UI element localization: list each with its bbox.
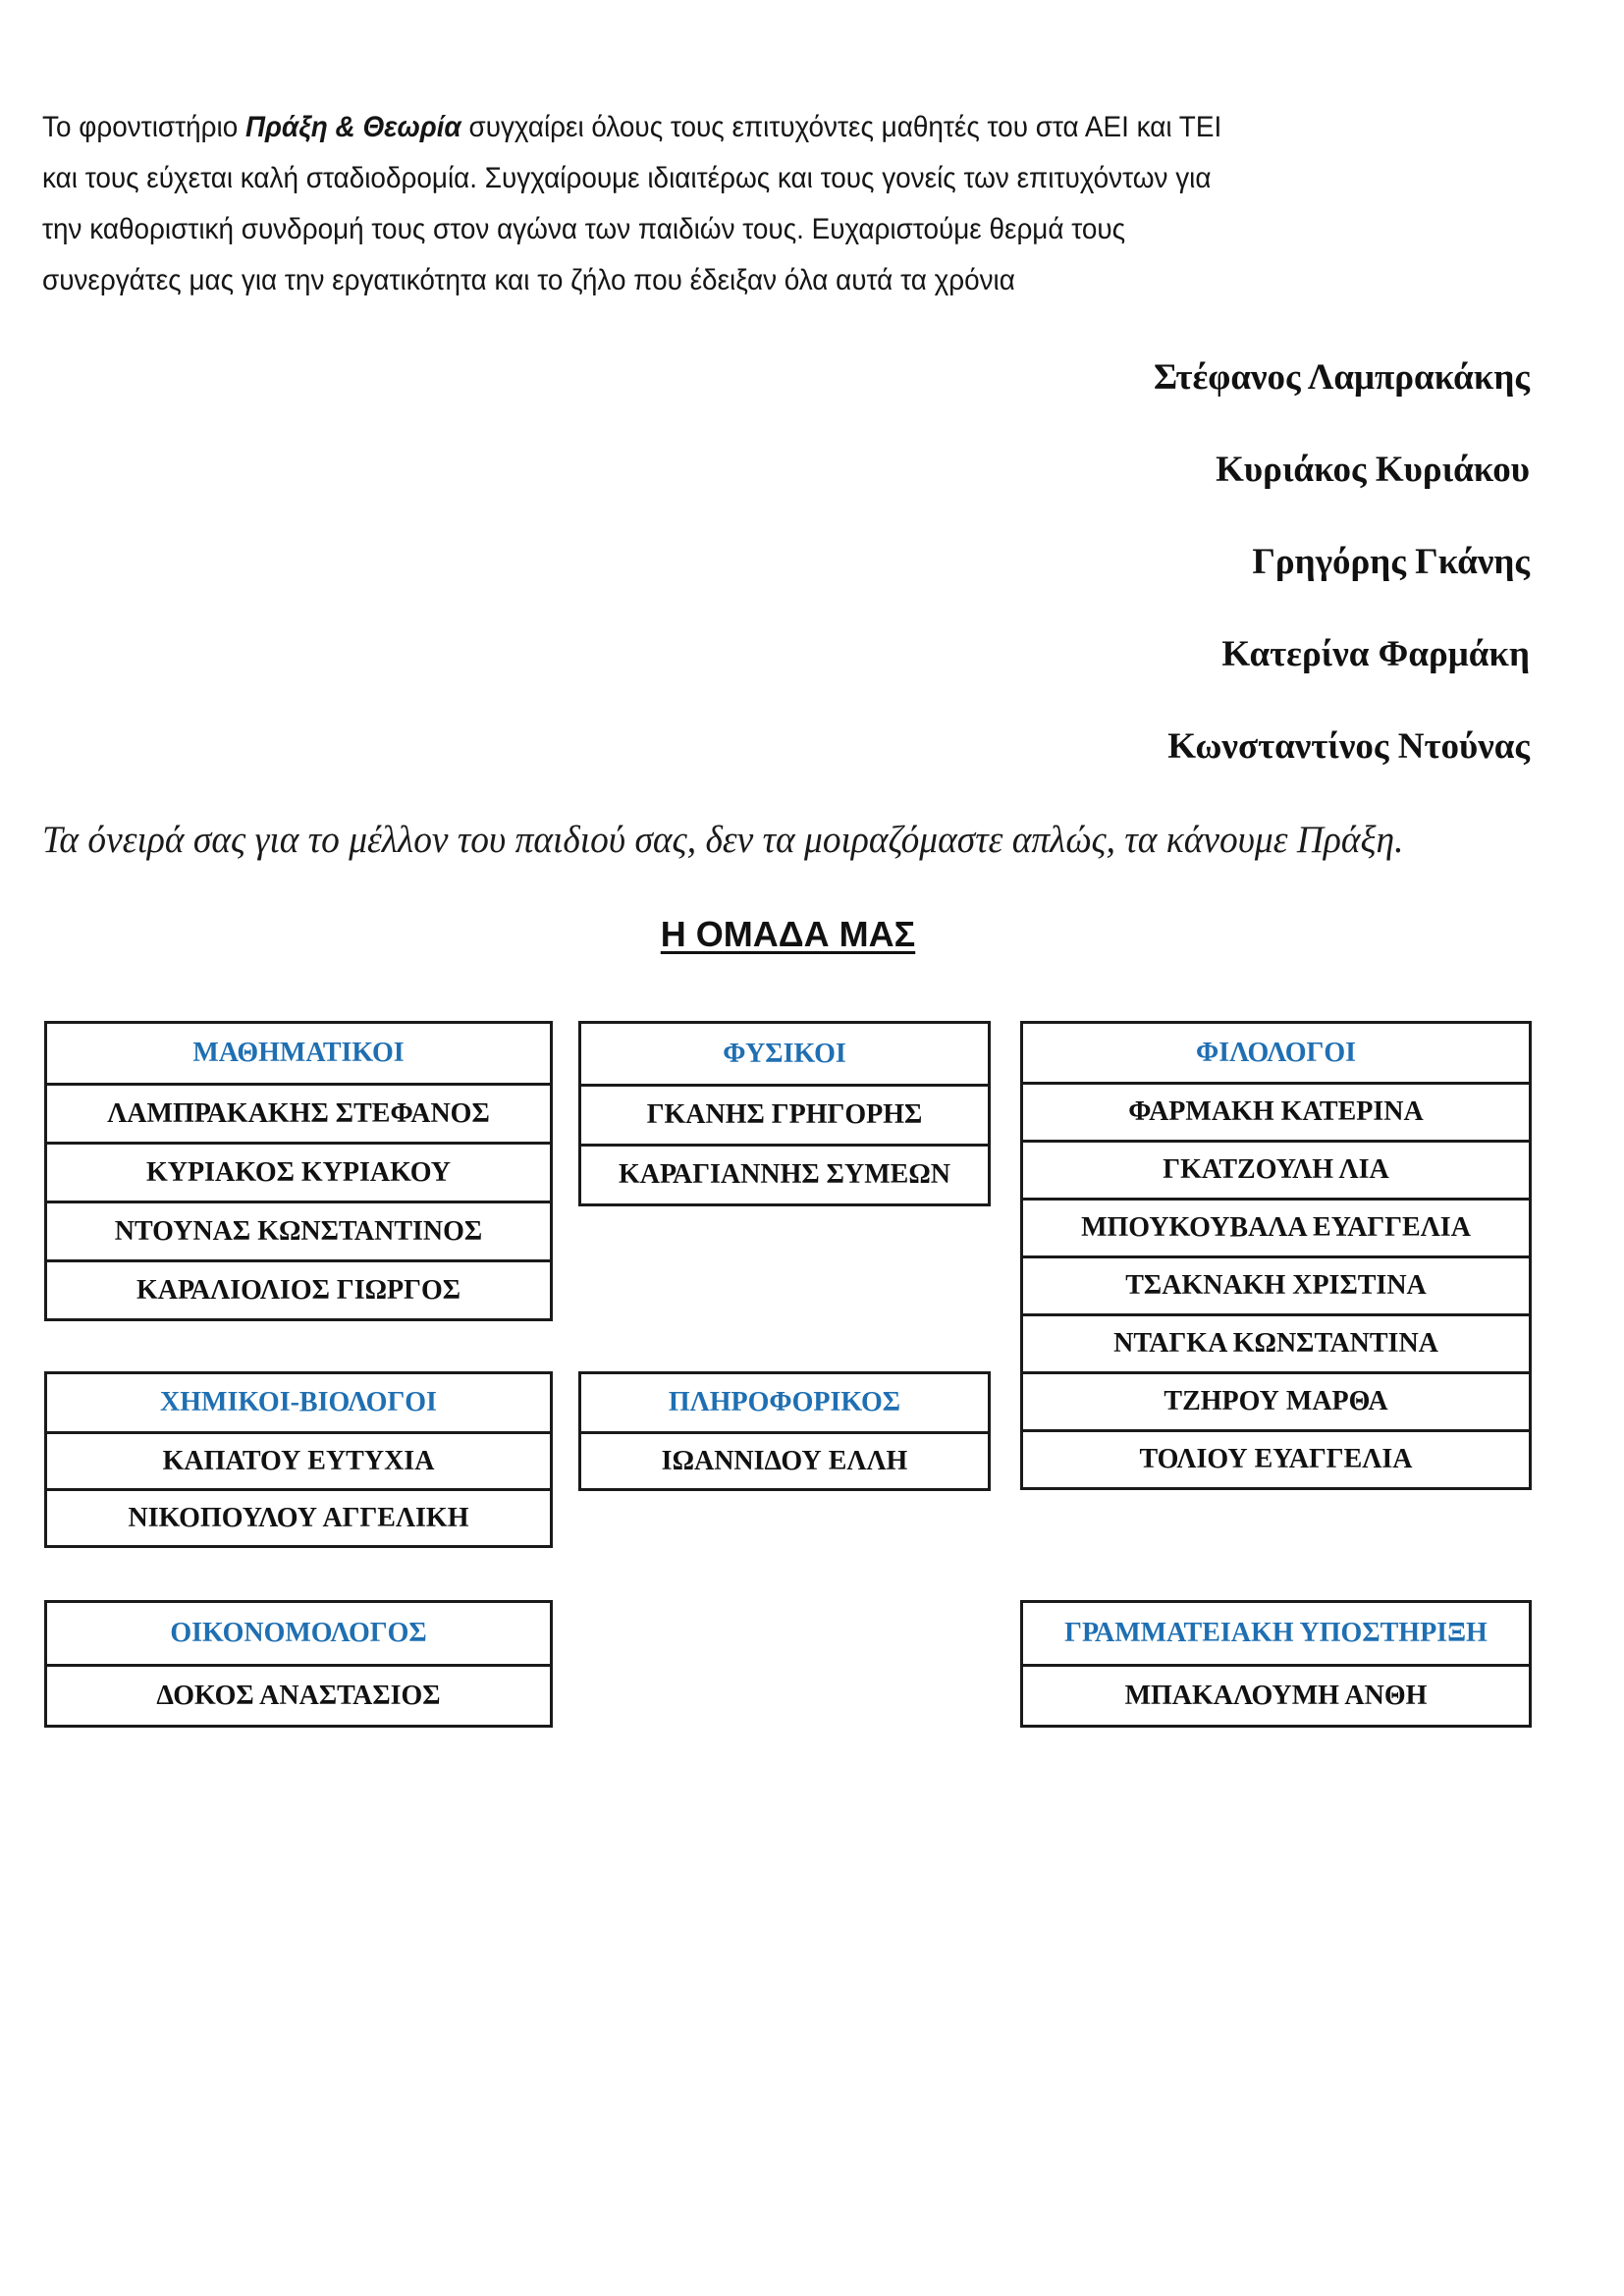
team-table-physics	[578, 1021, 991, 1206]
table-row: ΝΤΟΥΝΑΣ ΚΩΝΣΤΑΝΤΙΝΟΣ	[47, 1201, 550, 1259]
table-row: ΙΩΑΝΝΙΔΟΥ ΕΛΛΗ	[581, 1431, 988, 1488]
intro-line: την καθοριστική συνδρομή τους στον αγώνα των παιδιών τους. Ευχαριστούμε θερμά τους	[42, 213, 1126, 245]
table-row: ΓΚΑΝΗΣ ΓΡΗΓΟΡΗΣ	[581, 1084, 988, 1144]
signature-name: Κατερίνα Φαρμάκη	[1221, 634, 1530, 674]
table-header: ΟΙΚΟΝΟΜΟΛΟΓΟΣ	[170, 1618, 427, 1648]
table-row: ΜΠΟΥΚΟΥΒΑΛΑ ΕΥΑΓΓΕΛΙΑ	[1023, 1198, 1529, 1255]
table-header: ΦΙΛΟΛΟΓΟΙ	[1196, 1037, 1356, 1068]
intro-text: Το φροντιστήριο	[42, 111, 245, 143]
table-row: ΤΣΑΚΝΑΚΗ ΧΡΙΣΤΙΝΑ	[1023, 1255, 1529, 1313]
team-table-secretarial	[1020, 1600, 1532, 1728]
table-header: ΓΡΑΜΜΑΤΕΙΑΚΗ ΥΠΟΣΤΗΡΙΞΗ	[1064, 1618, 1488, 1648]
team-heading: Η ΟΜΑΔΑ ΜΑΣ	[660, 914, 916, 954]
signature-name: Κυριάκος Κυριάκου	[1216, 450, 1530, 490]
team-table-informatics	[578, 1371, 991, 1491]
table-row: ΚΑΡΑΓΙΑΝΝΗΣ ΣΥΜΕΩΝ	[581, 1144, 988, 1203]
table-row: ΓΚΑΤΖΟΥΛΗ ΛΙΑ	[1023, 1140, 1529, 1198]
table-row: ΚΥΡΙΑΚΟΣ ΚΥΡΙΑΚΟΥ	[47, 1142, 550, 1201]
team-table-chem-bio	[44, 1371, 553, 1548]
table-row: ΛΑΜΠΡΑΚΑΚΗΣ ΣΤΕΦΑΝΟΣ	[47, 1083, 550, 1142]
signature-name: Κωνσταντίνος Ντούνας	[1167, 726, 1530, 767]
table-row: ΝΤΑΓΚΑ ΚΩΝΣΤΑΝΤΙΝΑ	[1023, 1313, 1529, 1371]
table-row: ΦΑΡΜΑΚΗ ΚΑΤΕΡΙΝΑ	[1023, 1082, 1529, 1140]
signature-name: Στέφανος Λαμπρακάκης	[1153, 357, 1530, 398]
table-header: ΧΗΜΙΚΟΙ-ΒΙΟΛΟΓΟΙ	[160, 1387, 437, 1417]
brand-name: Πράξη & Θεωρία	[244, 111, 461, 143]
intro-line	[42, 110, 1221, 145]
table-row: ΝΙΚΟΠΟΥΛΟΥ ΑΓΓΕΛΙΚΗ	[47, 1488, 550, 1545]
table-header: ΠΛΗΡΟΦΟΡΙΚΟΣ	[668, 1387, 901, 1417]
table-row: ΤΖΗΡΟΥ ΜΑΡΘΑ	[1023, 1371, 1529, 1429]
team-table-economics	[44, 1600, 553, 1728]
signature-name: Γρηγόρης Γκάνης	[1252, 542, 1530, 582]
slogan: Τα όνειρά σας για το μέλλον του παιδιού σας, δεν τα μοιραζόμαστε απλώς, τα κάνουμε Πράξη.	[42, 819, 1404, 861]
table-row: ΚΑΠΑΤΟΥ ΕΥΤΥΧΙΑ	[47, 1431, 550, 1488]
intro-line: συνεργάτες μας για την εργατικότητα και το ζήλο που έδειξαν όλα αυτά τα χρόνια	[42, 264, 1015, 296]
intro-line: και τους εύχεται καλή σταδιοδρομία. Συγχαίρουμε ιδιαιτέρως και τους γονείς των επιτυχόντων για	[42, 162, 1212, 194]
table-row: ΚΑΡΑΛΙΟΛΙΟΣ ΓΙΩΡΓΟΣ	[47, 1259, 550, 1318]
team-table-philology	[1020, 1021, 1532, 1490]
table-row: ΔΟΚΟΣ ΑΝΑΣΤΑΣΙΟΣ	[47, 1664, 550, 1725]
table-header: ΦΥΣΙΚΟΙ	[723, 1038, 846, 1069]
table-row: ΤΟΛΙΟΥ ΕΥΑΓΓΕΛΙΑ	[1023, 1429, 1529, 1487]
table-header: ΜΑΘΗΜΑΤΙΚΟΙ	[192, 1038, 405, 1068]
team-table-math	[44, 1021, 553, 1321]
table-row: ΜΠΑΚΑΛΟΥΜΗ ΑΝΘΗ	[1023, 1664, 1529, 1725]
intro-text: συγχαίρει όλους τους επιτυχόντες μαθητές του στα ΑΕΙ και ΤΕΙ	[460, 111, 1222, 143]
